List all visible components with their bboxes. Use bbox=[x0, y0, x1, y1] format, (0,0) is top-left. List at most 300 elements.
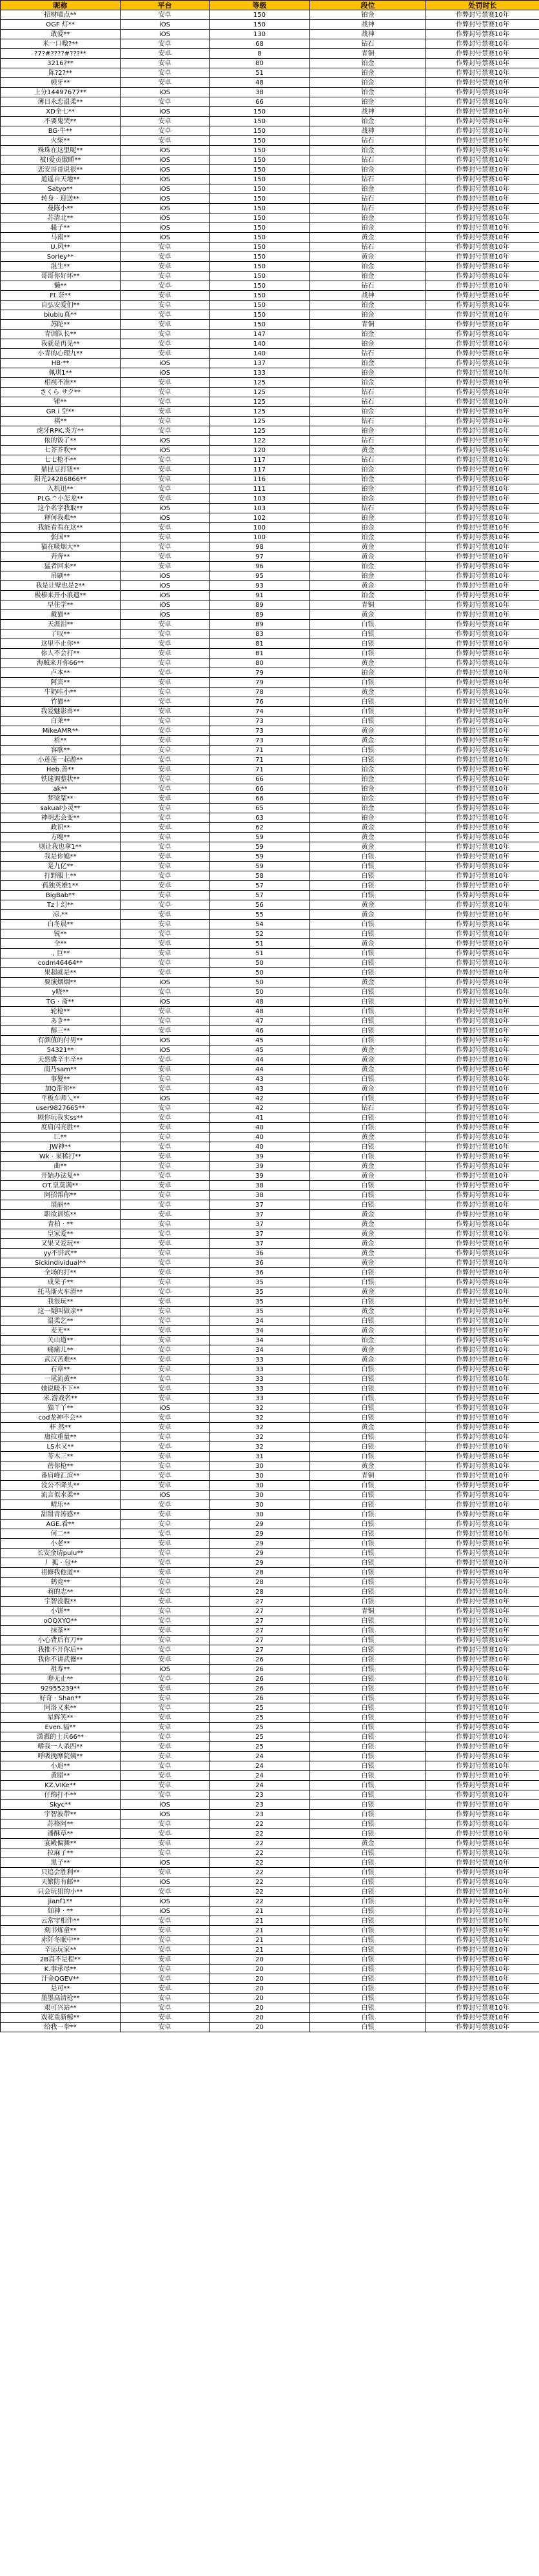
cell-platform: iOS bbox=[121, 88, 210, 97]
cell-rank: 黄金 bbox=[310, 1287, 426, 1297]
cell-level: 35 bbox=[210, 1297, 310, 1307]
table-row bbox=[1, 1878, 539, 1887]
cell-name: 小青的心理九** bbox=[1, 349, 121, 359]
cell-name: 曼陈小** bbox=[1, 204, 121, 213]
table-row bbox=[1, 1297, 539, 1307]
cell-platform: 安卓 bbox=[121, 2013, 210, 2023]
cell-name: 只追会胜利** bbox=[1, 1868, 121, 1878]
cell-level: 37 bbox=[210, 1210, 310, 1220]
cell-platform: 安卓 bbox=[121, 455, 210, 465]
cell-level: 71 bbox=[210, 746, 310, 755]
cell-rank: 白银 bbox=[310, 1075, 426, 1084]
cell-penalty: 作弊封号禁赛10年 bbox=[426, 581, 539, 591]
cell-platform: 安卓 bbox=[121, 320, 210, 330]
cell-rank: 钻石 bbox=[310, 204, 426, 213]
cell-level: 29 bbox=[210, 1529, 310, 1539]
cell-level: 28 bbox=[210, 1587, 310, 1597]
cell-name: 南乃sam** bbox=[1, 1065, 121, 1075]
cell-penalty: 作弊封号禁赛10年 bbox=[426, 1520, 539, 1529]
cell-penalty: 作弊封号禁赛10年 bbox=[426, 1607, 539, 1616]
cell-name: 梦梁桀** bbox=[1, 794, 121, 804]
cell-platform: 安卓 bbox=[121, 1713, 210, 1723]
header-name: 昵称 bbox=[1, 1, 121, 10]
cell-rank: 黄金 bbox=[310, 552, 426, 562]
cell-level: 23 bbox=[210, 1800, 310, 1810]
cell-platform: 安卓 bbox=[121, 784, 210, 794]
cell-name: 她说暖不下** bbox=[1, 1384, 121, 1394]
cell-level: 133 bbox=[210, 368, 310, 378]
cell-level: 23 bbox=[210, 1810, 310, 1819]
cell-name: AGE.看** bbox=[1, 1520, 121, 1529]
cell-rank: 钻石 bbox=[310, 155, 426, 165]
table-row bbox=[1, 542, 539, 552]
table-row bbox=[1, 1781, 539, 1790]
cell-level: 147 bbox=[210, 330, 310, 339]
cell-name: 皇家爱** bbox=[1, 1229, 121, 1239]
cell-penalty: 作弊封号禁赛10年 bbox=[426, 513, 539, 523]
cell-penalty: 作弊封号禁赛10年 bbox=[426, 1616, 539, 1626]
cell-penalty: 作弊封号禁赛10年 bbox=[426, 1113, 539, 1123]
table-row bbox=[1, 1394, 539, 1403]
cell-level: 89 bbox=[210, 620, 310, 629]
cell-rank: 黄金 bbox=[310, 1229, 426, 1239]
cell-rank: 战神 bbox=[310, 107, 426, 117]
cell-rank: 白银 bbox=[310, 1810, 426, 1819]
table-row bbox=[1, 262, 539, 272]
cell-name: 早住学** bbox=[1, 600, 121, 610]
cell-level: 37 bbox=[210, 1229, 310, 1239]
cell-penalty: 作弊封号禁赛10年 bbox=[426, 1181, 539, 1191]
cell-platform: 安卓 bbox=[121, 1549, 210, 1558]
cell-level: 150 bbox=[210, 252, 310, 262]
cell-level: 21 bbox=[210, 1907, 310, 1916]
cell-platform: 安卓 bbox=[121, 707, 210, 717]
table-row bbox=[1, 1607, 539, 1616]
table-row bbox=[1, 1800, 539, 1810]
table-row bbox=[1, 562, 539, 571]
cell-name: Sickindividual** bbox=[1, 1258, 121, 1268]
cell-platform: 安卓 bbox=[121, 1258, 210, 1268]
table-row bbox=[1, 1287, 539, 1297]
cell-platform: 安卓 bbox=[121, 1016, 210, 1026]
cell-name: 阿洛又来** bbox=[1, 1703, 121, 1713]
cell-name: 阿招帮你** bbox=[1, 1191, 121, 1200]
cell-rank: 黄金 bbox=[310, 446, 426, 455]
cell-level: 22 bbox=[210, 1868, 310, 1878]
cell-name: 杯.然** bbox=[1, 1423, 121, 1432]
table-row bbox=[1, 359, 539, 368]
cell-rank: 铂金 bbox=[310, 562, 426, 571]
cell-rank: 黄金 bbox=[310, 1220, 426, 1229]
cell-level: 38 bbox=[210, 88, 310, 97]
cell-name: 职欲训练** bbox=[1, 1210, 121, 1220]
cell-rank: 白银 bbox=[310, 1413, 426, 1423]
cell-penalty: 作弊封号禁赛10年 bbox=[426, 262, 539, 272]
cell-level: 29 bbox=[210, 1520, 310, 1529]
cell-rank: 白银 bbox=[310, 649, 426, 659]
cell-level: 50 bbox=[210, 978, 310, 987]
cell-name: 加Q带你** bbox=[1, 1084, 121, 1094]
cell-level: 37 bbox=[210, 1220, 310, 1229]
cell-penalty: 作弊封号禁赛10年 bbox=[426, 1868, 539, 1878]
cell-platform: 安卓 bbox=[121, 1868, 210, 1878]
cell-name: 阿宾** bbox=[1, 678, 121, 688]
cell-penalty: 作弊封号禁赛10年 bbox=[426, 184, 539, 194]
cell-level: 26 bbox=[210, 1674, 310, 1684]
table-row bbox=[1, 1016, 539, 1026]
cell-rank: 白银 bbox=[310, 1926, 426, 1936]
cell-platform: 安卓 bbox=[121, 1026, 210, 1036]
cell-level: 81 bbox=[210, 639, 310, 649]
cell-platform: 安卓 bbox=[121, 900, 210, 910]
cell-rank: 战神 bbox=[310, 20, 426, 30]
cell-name: 奔奔** bbox=[1, 552, 121, 562]
table-row bbox=[1, 1839, 539, 1848]
cell-rank: 铂金 bbox=[310, 804, 426, 813]
cell-platform: 安卓 bbox=[121, 1500, 210, 1510]
cell-rank: 黄金 bbox=[310, 688, 426, 697]
cell-rank: 黄金 bbox=[310, 1133, 426, 1142]
table-row bbox=[1, 97, 539, 107]
cell-level: 34 bbox=[210, 1336, 310, 1345]
cell-platform: 安卓 bbox=[121, 552, 210, 562]
cell-platform: iOS bbox=[121, 1094, 210, 1104]
table-row bbox=[1, 1897, 539, 1907]
cell-level: 73 bbox=[210, 726, 310, 736]
cell-name: 海贼来开你66** bbox=[1, 659, 121, 668]
cell-penalty: 作弊封号禁赛10年 bbox=[426, 1665, 539, 1674]
table-row bbox=[1, 1481, 539, 1491]
cell-penalty: 作弊封号禁赛10年 bbox=[426, 155, 539, 165]
table-row bbox=[1, 717, 539, 726]
table-row bbox=[1, 59, 539, 68]
cell-platform: 安卓 bbox=[121, 1220, 210, 1229]
cell-penalty: 作弊封号禁赛10年 bbox=[426, 1926, 539, 1936]
table-row bbox=[1, 1529, 539, 1539]
cell-platform: 安卓 bbox=[121, 1839, 210, 1848]
table-row bbox=[1, 668, 539, 678]
cell-platform: 安卓 bbox=[121, 833, 210, 842]
cell-name: 辛运玩家** bbox=[1, 1945, 121, 1955]
cell-name: 猛者回来** bbox=[1, 562, 121, 571]
cell-name: 打野服上** bbox=[1, 871, 121, 881]
cell-rank: 白银 bbox=[310, 1790, 426, 1800]
cell-penalty: 作弊封号禁赛10年 bbox=[426, 1307, 539, 1316]
table-row bbox=[1, 958, 539, 968]
cell-name: Sorley** bbox=[1, 252, 121, 262]
cell-rank: 黄金 bbox=[310, 1084, 426, 1094]
cell-penalty: 作弊封号禁赛10年 bbox=[426, 1432, 539, 1442]
cell-rank: 青铜 bbox=[310, 1607, 426, 1616]
cell-penalty: 作弊封号禁赛10年 bbox=[426, 1075, 539, 1084]
table-row bbox=[1, 2023, 539, 2032]
cell-platform: 安卓 bbox=[121, 330, 210, 339]
cell-rank: 钻石 bbox=[310, 194, 426, 204]
cell-name: codm46464** bbox=[1, 958, 121, 968]
cell-rank: 钻石 bbox=[310, 388, 426, 397]
table-row bbox=[1, 736, 539, 746]
cell-platform: iOS bbox=[121, 513, 210, 523]
cell-platform: iOS bbox=[121, 1858, 210, 1868]
cell-name: BG·牛** bbox=[1, 126, 121, 136]
cell-name: 有颜值的付男** bbox=[1, 1036, 121, 1045]
cell-penalty: 作弊封号禁赛10年 bbox=[426, 552, 539, 562]
cell-rank: 白银 bbox=[310, 1694, 426, 1703]
cell-level: 150 bbox=[210, 117, 310, 126]
cell-name: 黄腊** bbox=[1, 1771, 121, 1781]
cell-penalty: 作弊封号禁赛10年 bbox=[426, 126, 539, 136]
table-row bbox=[1, 2013, 539, 2023]
cell-rank: 白银 bbox=[310, 1636, 426, 1645]
cell-level: 25 bbox=[210, 1742, 310, 1752]
cell-name: 鼎昆豆打钮** bbox=[1, 465, 121, 475]
cell-rank: 铂金 bbox=[310, 88, 426, 97]
cell-platform: 安卓 bbox=[121, 1829, 210, 1839]
table-row bbox=[1, 949, 539, 958]
cell-rank: 白银 bbox=[310, 1500, 426, 1510]
cell-penalty: 作弊封号禁赛10年 bbox=[426, 958, 539, 968]
cell-penalty: 作弊封号禁赛10年 bbox=[426, 1558, 539, 1568]
table-row bbox=[1, 233, 539, 243]
cell-rank: 铂金 bbox=[310, 494, 426, 504]
cell-name: 卢本** bbox=[1, 668, 121, 678]
table-row bbox=[1, 1848, 539, 1858]
cell-rank: 黄金 bbox=[310, 1839, 426, 1848]
cell-level: 21 bbox=[210, 1916, 310, 1926]
cell-rank: 铂金 bbox=[310, 784, 426, 794]
cell-rank: 白银 bbox=[310, 1007, 426, 1016]
table-row bbox=[1, 475, 539, 484]
cell-name: biubiu真** bbox=[1, 310, 121, 320]
cell-rank: 白银 bbox=[310, 1723, 426, 1732]
cell-name: Heb.善** bbox=[1, 765, 121, 775]
cell-rank: 白银 bbox=[310, 1578, 426, 1587]
cell-platform: 安卓 bbox=[121, 1394, 210, 1403]
cell-penalty: 作弊封号禁赛10年 bbox=[426, 1336, 539, 1345]
table-row bbox=[1, 1510, 539, 1520]
cell-rank: 战神 bbox=[310, 291, 426, 301]
cell-platform: 安卓 bbox=[121, 281, 210, 291]
cell-platform: 安卓 bbox=[121, 1374, 210, 1384]
cell-platform: 安卓 bbox=[121, 1210, 210, 1220]
cell-rank: 白银 bbox=[310, 1897, 426, 1907]
cell-platform: 安卓 bbox=[121, 1965, 210, 1974]
cell-name: 天然冀辛丰辛** bbox=[1, 1055, 121, 1065]
cell-rank: 白银 bbox=[310, 920, 426, 929]
cell-name: 天涯泪** bbox=[1, 620, 121, 629]
cell-penalty: 作弊封号禁赛10年 bbox=[426, 39, 539, 49]
cell-platform: 安卓 bbox=[121, 1645, 210, 1655]
table-row bbox=[1, 1616, 539, 1626]
cell-platform: 安卓 bbox=[121, 1113, 210, 1123]
cell-level: 54 bbox=[210, 920, 310, 929]
cell-level: 22 bbox=[210, 1858, 310, 1868]
cell-platform: iOS bbox=[121, 1897, 210, 1907]
table-row bbox=[1, 281, 539, 291]
cell-name: 是可** bbox=[1, 1984, 121, 1994]
cell-penalty: 作弊封号禁赛10年 bbox=[426, 987, 539, 997]
cell-platform: 安卓 bbox=[121, 1307, 210, 1316]
cell-platform: 安卓 bbox=[121, 1345, 210, 1355]
cell-penalty: 作弊封号禁赛10年 bbox=[426, 1374, 539, 1384]
cell-platform: 安卓 bbox=[121, 1819, 210, 1829]
table-row bbox=[1, 330, 539, 339]
cell-penalty: 作弊封号禁赛10年 bbox=[426, 823, 539, 833]
table-row bbox=[1, 194, 539, 204]
cell-name: 度肩闪亮胜** bbox=[1, 1123, 121, 1133]
table-row bbox=[1, 291, 539, 301]
cell-rank: 白银 bbox=[310, 707, 426, 717]
cell-platform: 安卓 bbox=[121, 1607, 210, 1616]
table-row bbox=[1, 1162, 539, 1171]
cell-penalty: 作弊封号禁赛10年 bbox=[426, 1220, 539, 1229]
cell-rank: 白银 bbox=[310, 1761, 426, 1771]
cell-platform: 安卓 bbox=[121, 542, 210, 552]
cell-level: 59 bbox=[210, 833, 310, 842]
cell-platform: 安卓 bbox=[121, 310, 210, 320]
cell-level: 150 bbox=[210, 126, 310, 136]
table-row bbox=[1, 746, 539, 755]
cell-level: 25 bbox=[210, 1732, 310, 1742]
cell-name: 仔绵打不** bbox=[1, 1790, 121, 1800]
cell-rank: 白银 bbox=[310, 1936, 426, 1945]
cell-name: 小饼** bbox=[1, 1607, 121, 1616]
cell-name: 祖寿** bbox=[1, 1665, 121, 1674]
cell-name: 马南** bbox=[1, 233, 121, 243]
cell-penalty: 作弊封号禁赛10年 bbox=[426, 1790, 539, 1800]
cell-penalty: 作弊封号禁赛10年 bbox=[426, 1287, 539, 1297]
cell-level: 40 bbox=[210, 1123, 310, 1133]
table-row bbox=[1, 30, 539, 39]
cell-platform: iOS bbox=[121, 223, 210, 233]
cell-rank: 白银 bbox=[310, 1994, 426, 2003]
cell-rank: 铂金 bbox=[310, 330, 426, 339]
cell-level: 59 bbox=[210, 862, 310, 871]
cell-platform: 安卓 bbox=[121, 987, 210, 997]
cell-rank: 白银 bbox=[310, 949, 426, 958]
cell-rank: 白银 bbox=[310, 1568, 426, 1578]
cell-rank: 白银 bbox=[310, 871, 426, 881]
cell-rank: 白银 bbox=[310, 1403, 426, 1413]
cell-level: 34 bbox=[210, 1345, 310, 1355]
table-row bbox=[1, 978, 539, 987]
cell-level: 25 bbox=[210, 1713, 310, 1723]
table-row bbox=[1, 426, 539, 436]
cell-name: 侬的饭了** bbox=[1, 436, 121, 446]
cell-name: 苏陀** bbox=[1, 320, 121, 330]
cell-penalty: 作弊封号禁赛10年 bbox=[426, 1142, 539, 1152]
cell-rank: 白银 bbox=[310, 746, 426, 755]
table-row bbox=[1, 455, 539, 465]
cell-name: 潘酥草** bbox=[1, 1829, 121, 1839]
cell-name: 则让我也拿1** bbox=[1, 842, 121, 852]
cell-platform: 安卓 bbox=[121, 1684, 210, 1694]
cell-rank: 钻石 bbox=[310, 436, 426, 446]
cell-name: Wk · 果稀打** bbox=[1, 1152, 121, 1162]
cell-level: 39 bbox=[210, 1162, 310, 1171]
cell-platform: 安卓 bbox=[121, 301, 210, 310]
cell-rank: 钻石 bbox=[310, 397, 426, 407]
cell-level: 59 bbox=[210, 852, 310, 862]
header-rank: 段位 bbox=[310, 1, 426, 10]
cell-platform: 安卓 bbox=[121, 39, 210, 49]
cell-rank: 钻石 bbox=[310, 243, 426, 252]
cell-level: 80 bbox=[210, 59, 310, 68]
table-row bbox=[1, 1171, 539, 1181]
cell-penalty: 作弊封号禁赛10年 bbox=[426, 842, 539, 852]
table-row bbox=[1, 581, 539, 591]
table-row bbox=[1, 1945, 539, 1955]
cell-name: 长安金请pulu** bbox=[1, 1549, 121, 1558]
cell-level: 22 bbox=[210, 1878, 310, 1887]
cell-platform: 安卓 bbox=[121, 949, 210, 958]
table-row bbox=[1, 1452, 539, 1461]
cell-level: 89 bbox=[210, 610, 310, 620]
cell-rank: 黄金 bbox=[310, 1249, 426, 1258]
table-row bbox=[1, 1645, 539, 1655]
cell-rank: 铂金 bbox=[310, 571, 426, 581]
cell-rank: 黄金 bbox=[310, 581, 426, 591]
cell-level: 150 bbox=[210, 194, 310, 204]
cell-platform: 安卓 bbox=[121, 1355, 210, 1365]
cell-platform: iOS bbox=[121, 997, 210, 1007]
cell-level: 22 bbox=[210, 1848, 310, 1858]
cell-rank: 黄金 bbox=[310, 1461, 426, 1471]
cell-level: 150 bbox=[210, 107, 310, 117]
cell-level: 103 bbox=[210, 504, 310, 513]
cell-name: 火柴** bbox=[1, 136, 121, 146]
cell-penalty: 作弊封号禁赛10年 bbox=[426, 1258, 539, 1268]
table-row bbox=[1, 2003, 539, 2013]
cell-name: 招财喵点** bbox=[1, 10, 121, 20]
cell-level: 35 bbox=[210, 1307, 310, 1316]
table-row bbox=[1, 1703, 539, 1713]
table-row bbox=[1, 1104, 539, 1113]
table-row bbox=[1, 213, 539, 223]
cell-level: 130 bbox=[210, 30, 310, 39]
cell-platform: 安卓 bbox=[121, 746, 210, 755]
cell-platform: 安卓 bbox=[121, 1452, 210, 1461]
cell-rank: 白银 bbox=[310, 1442, 426, 1452]
cell-rank: 白银 bbox=[310, 1829, 426, 1839]
cell-penalty: 作弊封号禁赛10年 bbox=[426, 1094, 539, 1104]
cell-level: 47 bbox=[210, 1016, 310, 1026]
cell-name: GR i 空** bbox=[1, 407, 121, 417]
cell-name: 铁迷调整状** bbox=[1, 775, 121, 784]
cell-platform: 安卓 bbox=[121, 1084, 210, 1094]
cell-rank: 铂金 bbox=[310, 10, 426, 20]
cell-level: 42 bbox=[210, 1094, 310, 1104]
table-row bbox=[1, 1442, 539, 1452]
cell-penalty: 作弊封号禁赛10年 bbox=[426, 920, 539, 929]
cell-rank: 白银 bbox=[310, 1665, 426, 1674]
table-row bbox=[1, 378, 539, 388]
cell-platform: 安卓 bbox=[121, 1771, 210, 1781]
cell-penalty: 作弊封号禁赛10年 bbox=[426, 949, 539, 958]
cell-penalty: 作弊封号禁赛10年 bbox=[426, 407, 539, 417]
cell-name: 宇智波带** bbox=[1, 1810, 121, 1819]
cell-rank: 白银 bbox=[310, 1394, 426, 1403]
cell-penalty: 作弊封号禁赛10年 bbox=[426, 1229, 539, 1239]
cell-penalty: 作弊封号禁赛10年 bbox=[426, 1345, 539, 1355]
table-row bbox=[1, 1239, 539, 1249]
cell-penalty: 作弊封号禁赛10年 bbox=[426, 746, 539, 755]
cell-name: 我是让壁也是2** bbox=[1, 581, 121, 591]
cell-penalty: 作弊封号禁赛10年 bbox=[426, 629, 539, 639]
cell-level: 73 bbox=[210, 717, 310, 726]
cell-penalty: 作弊封号禁赛10年 bbox=[426, 997, 539, 1007]
cell-level: 66 bbox=[210, 784, 310, 794]
